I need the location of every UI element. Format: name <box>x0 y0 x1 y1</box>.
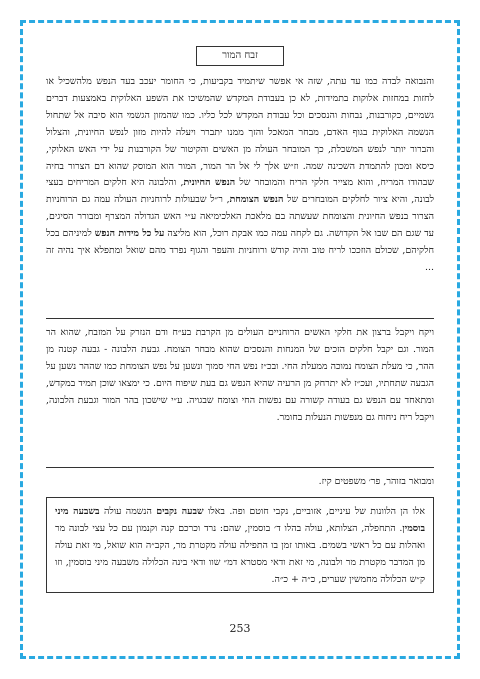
text-run: אלו הן הלוונות של עיניים, אזוביים, נקבי חוטם ופה. באלו <box>203 506 425 517</box>
page-content <box>46 74 434 614</box>
source-reference: ומבואר בזוהר, פר׳ משפטים קיז. <box>318 476 434 487</box>
bold-phrase: הנפש החיונית <box>183 177 236 189</box>
bold-phrase: הנפש הצומחת <box>229 194 284 206</box>
paragraph-main <box>46 74 434 311</box>
boxed-quote <box>46 497 434 593</box>
separator-line <box>46 318 434 319</box>
bold-phrase: על כל מידות הנפש <box>94 228 165 240</box>
page-number: 253 <box>229 622 251 635</box>
running-header: זבח המור <box>196 46 284 66</box>
paragraph-commentary: ויקח ויקבל ברצון את חלקי האשים הרוחניים העולים מן הקרבת בע״ח ודם הנזרק על המזבח, שהוא הר המור. וגם יקבל חלקים הזכים של המנחות והנסכים שהוא מבחר הצומח. גבעת הלבונה - גבעה קטנה מן ההר, כי מעלת הצומח נמוכה ממעלת החי. ובכ״ז נפש החי סמוך ונשען על נפש הצומחת כמו שההר נשען על הגבעה שתחתיו, ועכ״ז לא יתרחק מן הרעיה שהיא הנפש גם בעת שיפוח היום. כי ימצאו שוכן תמיד במקדש, ומתאחד עם הנפש גם בעודה קשורה עם נפשות החי וצומח שבגויה. ע״י שישכון בהר המור וגבעת הלבונה, ויקבל ריח ניחוח גם מנפשות הנעלות בחומר. <box>46 327 434 423</box>
bold-phrase: שבעה נקבים <box>156 506 204 517</box>
text-run: והנבואה לבדה כמו עד עתה, שזה אי אפשר שיתמיד בקביעות, כי החומר יעכב בעד הנפש מלהשכיל או לחזות במחזות אלוקות בתמידות, לא כן בעבודת המקדש שהמשיכו את השפע האלוקית באמצעות דברים גשמיים, כקורבנות, נבחות והנסכים וכל עבודת המקדש לכל כליו. כמו שהמזון הגשמי הוא סיבה אל שתחול הנשמה האלוקית בגוף האדם, מבחר המאכל והזך ממנו יתברר ויעלה להיות מזון לנפש החיונית, והצלול והברור יותר לנפש המשכלת, כך המובחר העולה מן האשים והקיטור של הקורבנות על ידי האש האלוקי, כיסא ומכון להתמדת השכינה שמה. וז״ש אלך לי אל הר המור, המור הוא המוסק שהוא דם הצרור בחיה שבהודו המריח, והוא מצייר חלקי הריח והמובחר של <box>46 76 434 189</box>
text-run: הנשמה עולה <box>99 506 157 517</box>
text-run: , ר״ל שבעולות לרוחניות העולה עמה גם הרוחניות הצרור בנפש החיונית והצומחת שעשתה בם מלאכת האלכימיאה ע״י האש הגדולה המצרף ומבורר הסיגים, עד שגם הם שבו אל הקדושה. גם לקחה עמה כמו אבקת רוכל, הוא מליצה <box>46 194 434 240</box>
text-run: . התחפלה, הצלותא, עולה בהלו ד׳ בוסמין, שהם: נרד וכרכם קנה וקנמון עם כל עצי לבונה מר ואהלות עם כל ראשי בשמים. באותו זמן בו התפילה עולה מקטרת מר, הקב״ה הוא שואל, מי זאת עולה מן המדבר מקטרת מר ולבונה, מי זאת ודאי מסטרא דמ״ שוו ודאי בינה הכלולה משבעה מיני בוסמין, וזו ק״ש הכלולה מחמשין שערים, כ״ה + כ״ה. <box>55 522 425 585</box>
bold-phrase: בשבעה מיני בוסמין <box>55 506 425 534</box>
separator-line <box>46 467 434 468</box>
text-run: למיניהם בכל חלקיהם, שכולם הוזככו לריח טוב והיה קודש ורוחניות והעפר והגוף נפרד מהם שואל ומתפלא איך נהיה זה ... <box>46 228 434 273</box>
text-run: , והלבונה היא חלקים המריחים בעצי לבונה, והיא ציור לחלקים המובחרים של <box>46 177 434 206</box>
